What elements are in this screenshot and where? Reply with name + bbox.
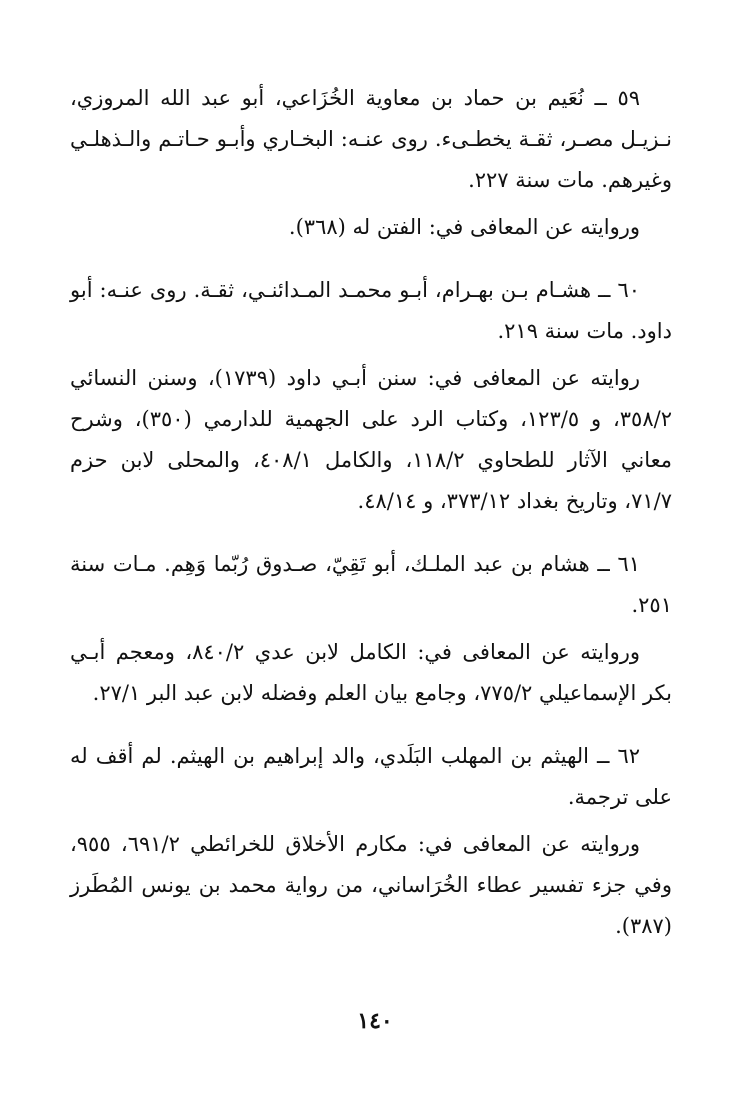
entry-bio: ٥٩ ــ نُعَيم بن حماد بن معاوية الخُزَاعي، أبو عبد الله المروزي، نـزيـل مصـر، ثقـة يخطـىء. روى عنـه: البخـاري وأبـو حـاتـم والـذهلـي وغيرهم. مات سنة ٢٢٧. [70,86,672,192]
entry-source: وروايته عن المعافى في: الفتن له (٣٦٨). [288,215,640,239]
entry-62 [70,736,672,947]
entry-source: وروايته عن المعافى في: مكارم الأخلاق للخرائطي ٦٩١/٢، ٩٥٥، وفي جزء تفسير عطاء الخُرَاساني، من رواية محمد بن يونس المُطَرز (٣٨٧). [70,832,672,938]
entry-source: وروايته عن المعافى في: الكامل لابن عدي ٨٤٠/٢، ومعجم أبـي بكر الإسماعيلي ٧٧٥/٢، وجامع بيان العلم وفضله لابن عبد البر ٢٧/١. [70,640,672,705]
entry-60 [70,270,672,522]
page-number: ١٤٠ [357,1008,393,1034]
entry-bio: ٦٠ ــ هشـام بـن بهـرام، أبـو محمـد المـدائنـي، ثقـة. روى عنـه: أبو داود. مات سنة ٢١٩. [70,278,672,343]
entry-bio: ٦٢ ــ الهيثم بن المهلب البَلَدي، والد إبراهيم بن الهيثم. لم أقف له على ترجمة. [70,744,672,809]
entry-61 [70,544,672,714]
entry-source: روايته عن المعافى في: سنن أبـي داود (١٧٣٩)، وسنن النسائي ٣٥٨/٢، و ١٢٣/٥، وكتاب الرد على الجهمية للدارمي (٣٥٠)، وشرح معاني الآثار للطحاوي ١١٨/٢، والكامل ٤٠٨/١، والمحلى لابن حزم ٧١/٧، وتاريخ بغداد ٣٧٣/١٢، و ٤٨/١٤. [70,366,672,513]
entry-59 [70,78,672,248]
entry-bio: ٦١ ــ هشام بن عبد الملـك، أبو تَقِيّ، صـدوق رُبّما وَهِم. مـات سنة ٢٥١. [70,552,672,617]
page-body [70,78,672,947]
